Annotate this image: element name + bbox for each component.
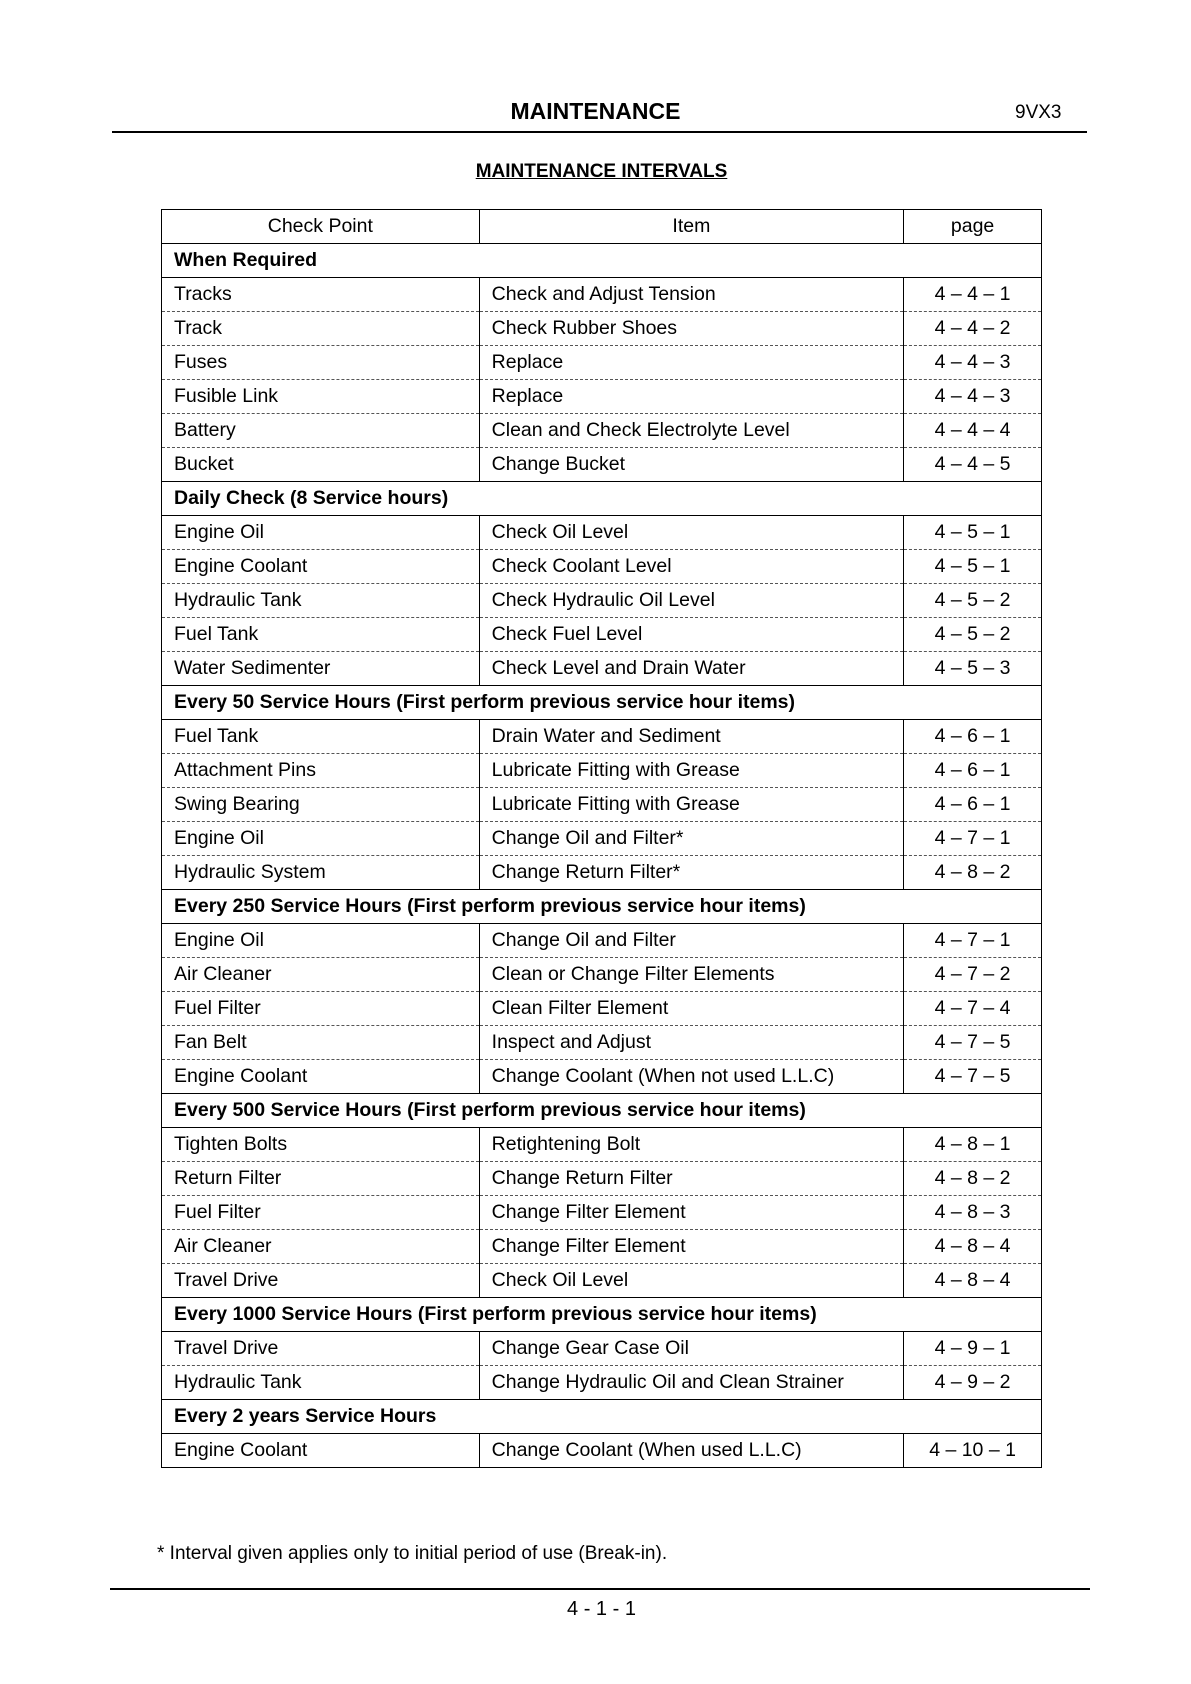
item-cell: Change Oil and Filter [479, 924, 903, 958]
footnote: * Interval given applies only to initial period of use (Break-in). [157, 1543, 668, 1564]
page-cell: 4 – 6 – 1 [904, 754, 1042, 788]
check-point-cell: Hydraulic Tank [162, 1366, 480, 1400]
section-row [162, 1094, 1042, 1128]
page-cell: 4 – 6 – 1 [904, 788, 1042, 822]
table-row [162, 1230, 1042, 1264]
item-cell: Replace [479, 380, 903, 414]
check-point-cell: Engine Coolant [162, 1434, 480, 1468]
table-row [162, 1128, 1042, 1162]
item-cell: Check Coolant Level [479, 550, 903, 584]
check-point-cell: Travel Drive [162, 1264, 480, 1298]
item-cell: Lubricate Fitting with Grease [479, 754, 903, 788]
check-point-cell: Fuses [162, 346, 480, 380]
section-row [162, 1298, 1042, 1332]
page-cell: 4 – 7 – 4 [904, 992, 1042, 1026]
section-row [162, 686, 1042, 720]
table-row [162, 992, 1042, 1026]
check-point-cell: Attachment Pins [162, 754, 480, 788]
page-cell: 4 – 4 – 1 [904, 278, 1042, 312]
check-point-cell: Return Filter [162, 1162, 480, 1196]
page-cell: 4 – 7 – 5 [904, 1026, 1042, 1060]
check-point-cell: Bucket [162, 448, 480, 482]
check-point-cell: Engine Oil [162, 822, 480, 856]
page-cell: 4 – 8 – 4 [904, 1230, 1042, 1264]
footer-rule [110, 1588, 1090, 1590]
table-row [162, 720, 1042, 754]
table-row [162, 346, 1042, 380]
item-cell: Check Rubber Shoes [479, 312, 903, 346]
item-cell: Clean or Change Filter Elements [479, 958, 903, 992]
item-cell: Retightening Bolt [479, 1128, 903, 1162]
item-cell: Drain Water and Sediment [479, 720, 903, 754]
page-cell: 4 – 9 – 1 [904, 1332, 1042, 1366]
item-cell: Lubricate Fitting with Grease [479, 788, 903, 822]
section-title: When Required [162, 244, 1042, 278]
item-cell: Replace [479, 346, 903, 380]
page-cell: 4 – 8 – 1 [904, 1128, 1042, 1162]
item-cell: Inspect and Adjust [479, 1026, 903, 1060]
check-point-cell: Fan Belt [162, 1026, 480, 1060]
page-cell: 4 – 8 – 3 [904, 1196, 1042, 1230]
item-cell: Check and Adjust Tension [479, 278, 903, 312]
item-cell: Change Return Filter [479, 1162, 903, 1196]
section-title: Every 50 Service Hours (First perform previous service hour items) [162, 686, 1042, 720]
table-row [162, 618, 1042, 652]
table-row [162, 1060, 1042, 1094]
table-row [162, 278, 1042, 312]
page-title: MAINTENANCE [510, 98, 681, 124]
page-cell: 4 – 8 – 2 [904, 856, 1042, 890]
item-cell: Change Hydraulic Oil and Clean Strainer [479, 1366, 903, 1400]
table-row [162, 1264, 1042, 1298]
item-cell: Check Hydraulic Oil Level [479, 584, 903, 618]
column-header-item: Item [479, 210, 903, 244]
section-title: Every 500 Service Hours (First perform previous service hour items) [162, 1094, 1042, 1128]
page-cell: 4 – 7 – 1 [904, 924, 1042, 958]
check-point-cell: Swing Bearing [162, 788, 480, 822]
check-point-cell: Engine Coolant [162, 550, 480, 584]
section-row [162, 890, 1042, 924]
table-row [162, 1366, 1042, 1400]
check-point-cell: Engine Oil [162, 516, 480, 550]
table-row [162, 1196, 1042, 1230]
model-code: 9VX3 [1015, 102, 1062, 123]
table-row [162, 652, 1042, 686]
item-cell: Check Level and Drain Water [479, 652, 903, 686]
check-point-cell: Battery [162, 414, 480, 448]
section-row [162, 482, 1042, 516]
table-row [162, 516, 1042, 550]
check-point-cell: Hydraulic System [162, 856, 480, 890]
section-title: Every 1000 Service Hours (First perform previous service hour items) [162, 1298, 1042, 1332]
item-cell: Clean Filter Element [479, 992, 903, 1026]
column-header-page: page [904, 210, 1042, 244]
page-cell: 4 – 5 – 1 [904, 516, 1042, 550]
page-cell: 4 – 5 – 2 [904, 584, 1042, 618]
item-cell: Check Oil Level [479, 516, 903, 550]
table-row [162, 550, 1042, 584]
section-row [162, 1400, 1042, 1434]
table-row [162, 958, 1042, 992]
header-rule [112, 131, 1087, 133]
check-point-cell: Engine Oil [162, 924, 480, 958]
check-point-cell: Fusible Link [162, 380, 480, 414]
table-row [162, 1162, 1042, 1196]
page-cell: 4 – 4 – 2 [904, 312, 1042, 346]
table-row [162, 788, 1042, 822]
item-cell: Check Oil Level [479, 1264, 903, 1298]
check-point-cell: Fuel Filter [162, 1196, 480, 1230]
page-cell: 4 – 4 – 3 [904, 346, 1042, 380]
section-subtitle: MAINTENANCE INTERVALS [475, 161, 728, 182]
check-point-cell: Hydraulic Tank [162, 584, 480, 618]
item-cell: Change Gear Case Oil [479, 1332, 903, 1366]
maintenance-intervals-table [161, 209, 1042, 1468]
item-cell: Change Return Filter* [479, 856, 903, 890]
page-cell: 4 – 4 – 3 [904, 380, 1042, 414]
check-point-cell: Travel Drive [162, 1332, 480, 1366]
page-number: 4 - 1 - 1 [567, 1598, 636, 1620]
check-point-cell: Track [162, 312, 480, 346]
table-row [162, 1434, 1042, 1468]
page-cell: 4 – 8 – 4 [904, 1264, 1042, 1298]
item-cell: Change Coolant (When used L.L.C) [479, 1434, 903, 1468]
page-cell: 4 – 10 – 1 [904, 1434, 1042, 1468]
item-cell: Change Filter Element [479, 1196, 903, 1230]
item-cell: Change Filter Element [479, 1230, 903, 1264]
page-cell: 4 – 6 – 1 [904, 720, 1042, 754]
column-header-check-point: Check Point [162, 210, 480, 244]
item-cell: Change Bucket [479, 448, 903, 482]
check-point-cell: Tighten Bolts [162, 1128, 480, 1162]
table-row [162, 754, 1042, 788]
page-cell: 4 – 9 – 2 [904, 1366, 1042, 1400]
table-row [162, 856, 1042, 890]
page-cell: 4 – 8 – 2 [904, 1162, 1042, 1196]
section-row [162, 244, 1042, 278]
check-point-cell: Air Cleaner [162, 1230, 480, 1264]
check-point-cell: Fuel Tank [162, 618, 480, 652]
check-point-cell: Engine Coolant [162, 1060, 480, 1094]
check-point-cell: Water Sedimenter [162, 652, 480, 686]
table-row [162, 448, 1042, 482]
page-cell: 4 – 7 – 5 [904, 1060, 1042, 1094]
table-row [162, 414, 1042, 448]
table-row [162, 924, 1042, 958]
table-row [162, 584, 1042, 618]
check-point-cell: Fuel Tank [162, 720, 480, 754]
table-header-row [162, 210, 1042, 244]
item-cell: Clean and Check Electrolyte Level [479, 414, 903, 448]
item-cell: Change Oil and Filter* [479, 822, 903, 856]
table-row [162, 1332, 1042, 1366]
page-cell: 4 – 4 – 4 [904, 414, 1042, 448]
check-point-cell: Fuel Filter [162, 992, 480, 1026]
page-cell: 4 – 5 – 1 [904, 550, 1042, 584]
page-cell: 4 – 5 – 3 [904, 652, 1042, 686]
page-cell: 4 – 7 – 2 [904, 958, 1042, 992]
table-row [162, 380, 1042, 414]
table-row [162, 822, 1042, 856]
check-point-cell: Tracks [162, 278, 480, 312]
item-cell: Check Fuel Level [479, 618, 903, 652]
page-cell: 4 – 4 – 5 [904, 448, 1042, 482]
section-title: Every 2 years Service Hours [162, 1400, 1042, 1434]
page-cell: 4 – 7 – 1 [904, 822, 1042, 856]
section-title: Every 250 Service Hours (First perform previous service hour items) [162, 890, 1042, 924]
page-cell: 4 – 5 – 2 [904, 618, 1042, 652]
table-row [162, 1026, 1042, 1060]
check-point-cell: Air Cleaner [162, 958, 480, 992]
item-cell: Change Coolant (When not used L.L.C) [479, 1060, 903, 1094]
table-row [162, 312, 1042, 346]
section-title: Daily Check (8 Service hours) [162, 482, 1042, 516]
table-body [162, 244, 1042, 1468]
